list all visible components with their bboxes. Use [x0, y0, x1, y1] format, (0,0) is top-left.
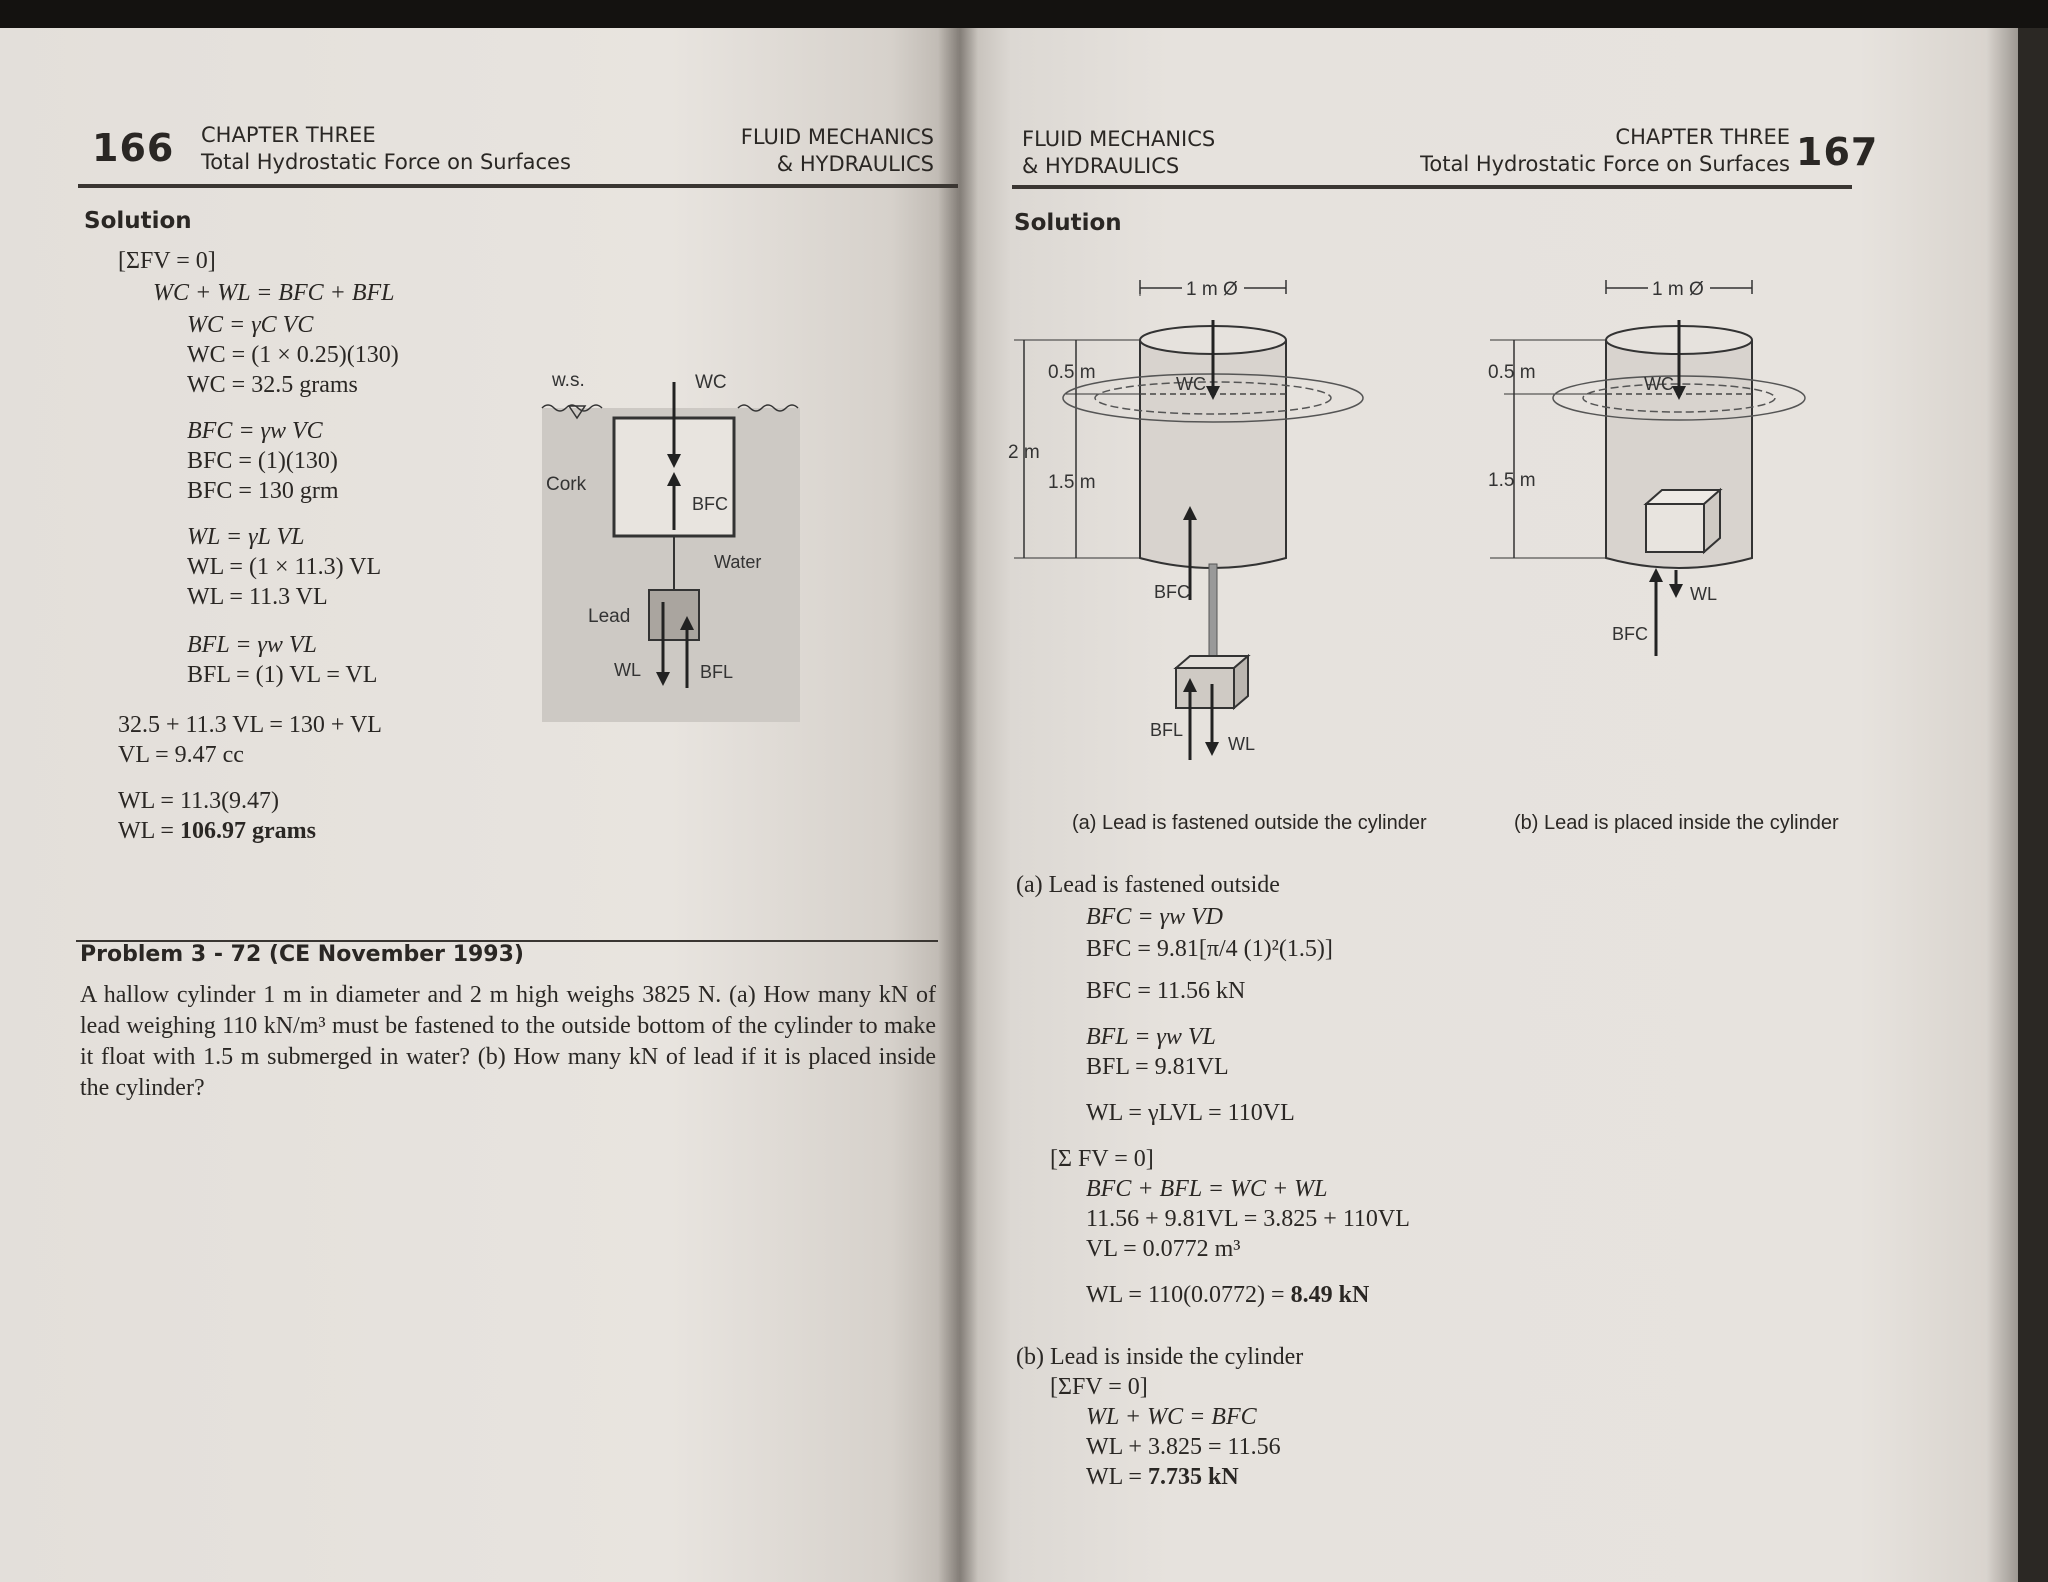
- lead-block: [1176, 668, 1234, 708]
- figure-a-lead-outside: [1008, 248, 1394, 788]
- right-page: [958, 28, 2018, 1582]
- solution-heading: Solution: [1014, 210, 1122, 236]
- equation: 32.5 + 11.3 VL = 130 + VL: [118, 712, 382, 738]
- wl-label: WL: [1690, 584, 1717, 604]
- book-title-line2: & HYDRAULICS: [776, 152, 934, 176]
- equation: [ΣFV = 0]: [118, 248, 216, 274]
- wc-label: WC: [1644, 374, 1674, 394]
- book-title-line2: & HYDRAULICS: [1022, 154, 1180, 178]
- equation: WL + 3.825 = 11.56: [1086, 1434, 1281, 1460]
- top-height-label: 0.5 m: [1488, 362, 1536, 383]
- book-title: [741, 124, 934, 178]
- wc-label: WC: [1176, 374, 1206, 394]
- page-number: 167: [1796, 130, 1879, 174]
- ws-label: w.s.: [552, 370, 585, 391]
- bfc-label: BFC: [1154, 582, 1190, 602]
- equation-result: [118, 818, 316, 845]
- equation-result: [1086, 1282, 1369, 1309]
- equation: [Σ FV = 0]: [1050, 1146, 1154, 1172]
- left-page: [0, 28, 958, 1582]
- chapter-title: Total Hydrostatic Force on Surfaces: [1420, 152, 1790, 176]
- chapter-header: [1420, 124, 1790, 178]
- diameter-label: 1 m Ø: [1186, 279, 1238, 300]
- book-spine-shadow: [938, 28, 978, 1582]
- equation: BFL = (1) VL = VL: [187, 662, 378, 688]
- equation-lhs: WL =: [1086, 1464, 1148, 1490]
- equation-lhs: WL =: [118, 818, 180, 844]
- solution-heading: Solution: [84, 208, 192, 234]
- bfc-label: BFC: [692, 494, 728, 514]
- lead-label: Lead: [588, 606, 631, 627]
- cork-lead-figure: [540, 358, 810, 738]
- equation: BFL = 9.81VL: [1086, 1054, 1229, 1080]
- answer: 8.49 kN: [1290, 1282, 1370, 1308]
- problem-title: Problem 3 - 72 (CE November 1993): [80, 942, 524, 967]
- equation-lhs: WL = 110(0.0772) =: [1086, 1282, 1291, 1308]
- equation: BFC = 9.81[π/4 (1)²(1.5)]: [1086, 936, 1333, 962]
- header-rule: [1012, 185, 1852, 189]
- equation: BFC = (1)(130): [187, 448, 338, 474]
- equation: VL = 0.0772 m³: [1086, 1236, 1241, 1262]
- equation: WL = 11.3(9.47): [118, 788, 280, 814]
- figure-a-caption: (a) Lead is fastened outside the cylinder: [1072, 812, 1427, 834]
- equation: WL = γLVL = 110VL: [1086, 1100, 1295, 1126]
- page-edge: [2018, 28, 2048, 1582]
- equation: WL + WC = BFC: [1086, 1404, 1257, 1430]
- figure-b-caption: (b) Lead is placed inside the cylinder: [1514, 812, 1839, 834]
- equation: WL = γL VL: [187, 524, 305, 550]
- bfl-label: BFL: [1150, 720, 1184, 740]
- submerged-height-label: 1.5 m: [1488, 470, 1536, 491]
- figure-b-lead-inside: [1480, 248, 1810, 668]
- equation: WC = 32.5 grams: [187, 372, 358, 398]
- connecting-rod: [1209, 564, 1217, 664]
- part-b-heading: (b) Lead is inside the cylinder: [1016, 1344, 1304, 1370]
- wl-arrowhead: [1205, 742, 1219, 756]
- lead-block: [1646, 504, 1704, 552]
- cork-label: Cork: [546, 474, 587, 495]
- water-label: Water: [714, 552, 762, 572]
- equation: BFC = 11.56 kN: [1086, 978, 1246, 1004]
- equation: WC + WL = BFC + BFL: [153, 280, 395, 306]
- answer: 7.735 kN: [1147, 1464, 1239, 1490]
- equation: BFL = γw VL: [187, 632, 317, 658]
- equation: BFC = γw VC: [187, 418, 323, 444]
- book-title-line1: FLUID MECHANICS: [740, 125, 934, 149]
- book-title: [1022, 126, 1215, 180]
- top-height-label: 0.5 m: [1048, 362, 1096, 383]
- total-height-label: 2 m: [1008, 442, 1040, 463]
- chapter-label: CHAPTER THREE: [1615, 125, 1790, 149]
- wl-label: WL: [1228, 734, 1255, 754]
- part-a-heading: (a) Lead is fastened outside: [1016, 872, 1280, 898]
- bfc-arrowhead: [1649, 568, 1663, 582]
- equation: 11.56 + 9.81VL = 3.825 + 110VL: [1086, 1206, 1410, 1232]
- submerged-height-label: 1.5 m: [1048, 472, 1096, 493]
- bfl-label: BFL: [700, 662, 734, 682]
- equation-result: [1086, 1464, 1239, 1491]
- equation: WL = (1 × 11.3) VL: [187, 554, 382, 580]
- page-number: 166: [92, 126, 175, 170]
- equation: BFC = γw VD: [1086, 904, 1223, 930]
- equation: WC = (1 × 0.25)(130): [187, 342, 399, 368]
- chapter-label: CHAPTER THREE: [201, 123, 376, 147]
- wl-arrowhead: [1669, 584, 1683, 598]
- equation: WL = 11.3 VL: [187, 584, 328, 610]
- answer: 106.97 grams: [179, 818, 316, 844]
- equation: VL = 9.47 cc: [118, 742, 244, 768]
- problem-text: A hallow cylinder 1 m in diameter and 2 m high weighs 3825 N. (a) How many kN of lead weighing 110 kN/m³ must be fastened to the outside bottom of the cylinder to make it float with 1.5 m submerged in water? (b) How many kN of lead if it is placed inside the cylinder?: [80, 982, 936, 1101]
- diameter-label: 1 m Ø: [1652, 279, 1704, 300]
- equation: [ΣFV = 0]: [1050, 1374, 1148, 1400]
- equation: BFC + BFL = WC + WL: [1086, 1176, 1328, 1202]
- bfc-label: BFC: [1612, 624, 1648, 644]
- header-rule: [78, 184, 958, 188]
- chapter-header: [201, 122, 571, 176]
- chapter-title: Total Hydrostatic Force on Surfaces: [201, 150, 571, 174]
- equation: WC = γC VC: [187, 312, 314, 338]
- book-title-line1: FLUID MECHANICS: [1022, 127, 1216, 151]
- equation: BFL = γw VL: [1086, 1024, 1216, 1050]
- wc-label: WC: [695, 372, 727, 393]
- lead-block: [649, 590, 699, 640]
- equation: BFC = 130 grm: [187, 478, 339, 504]
- wl-label: WL: [614, 660, 641, 680]
